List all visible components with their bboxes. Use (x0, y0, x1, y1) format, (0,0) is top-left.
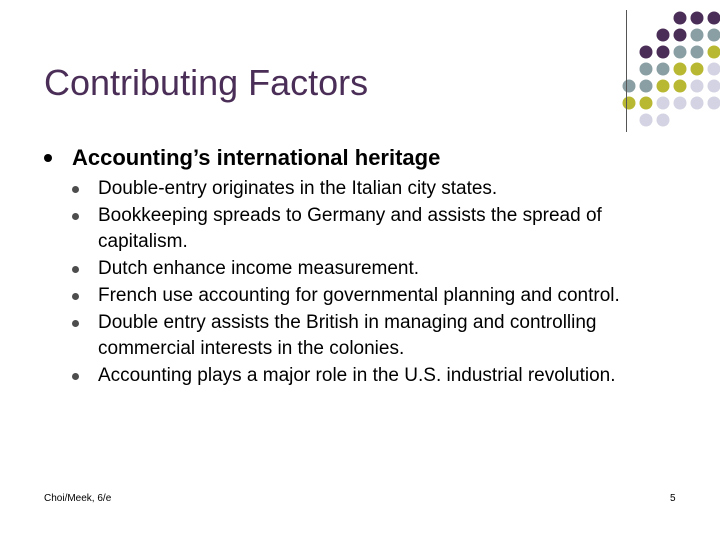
list-item (72, 203, 692, 255)
bullet-icon (44, 154, 52, 162)
decorative-dot (708, 29, 720, 42)
bullet-icon (72, 373, 79, 380)
decorative-dot (708, 80, 720, 93)
decorative-dot (640, 46, 653, 59)
list-item (72, 310, 692, 362)
decorative-dot (657, 97, 670, 110)
list-item-text: Bookkeeping spreads to Germany and assists the spread of capitalism. (98, 205, 602, 252)
decorative-dot (657, 114, 670, 127)
decorative-dot (640, 80, 653, 93)
decorative-dot (623, 80, 636, 93)
sub-bullet-list (72, 176, 692, 390)
bullet-icon (72, 213, 79, 220)
decorative-dot (674, 12, 687, 25)
decorative-dot (657, 29, 670, 42)
list-item-text: Double-entry originates in the Italian city states. (98, 178, 498, 199)
list-item-text: Double entry assists the British in managing and controlling commercial interests in the colonies. (98, 312, 597, 359)
list-item (72, 363, 692, 389)
decorative-dot (657, 80, 670, 93)
decorative-dot (657, 63, 670, 76)
decorative-dot (691, 63, 704, 76)
decorative-dot (691, 29, 704, 42)
decorative-dot (708, 63, 720, 76)
decorative-dot (674, 46, 687, 59)
footer-citation: Choi/Meek, 6/e (44, 493, 112, 504)
bullet-icon (72, 320, 79, 327)
decorative-dot (623, 97, 636, 110)
decorative-dot (640, 97, 653, 110)
list-item (72, 283, 692, 309)
decorative-dot (708, 46, 720, 59)
list-item (72, 256, 692, 282)
decorative-dot (691, 97, 704, 110)
main-bullet-text: Accounting’s international heritage (72, 145, 441, 170)
decorative-dot (708, 97, 720, 110)
decorative-dot (640, 63, 653, 76)
decorative-dot (674, 97, 687, 110)
slide-title: Contributing Factors (44, 62, 369, 103)
main-bullet (44, 145, 440, 171)
decorative-dot (657, 46, 670, 59)
decorative-dot (674, 80, 687, 93)
bullet-icon (72, 266, 79, 273)
decorative-dot (640, 114, 653, 127)
list-item-text: Dutch enhance income measurement. (98, 258, 420, 279)
list-item (72, 176, 692, 202)
decorative-dot (674, 63, 687, 76)
bullet-icon (72, 186, 79, 193)
decorative-vertical-line (626, 10, 627, 132)
list-item-text: French use accounting for governmental planning and control. (98, 285, 620, 306)
decorative-dot (691, 12, 704, 25)
decorative-dot (691, 80, 704, 93)
bullet-icon (72, 293, 79, 300)
list-item-text: Accounting plays a major role in the U.S. industrial revolution. (98, 365, 616, 386)
decorative-dot (674, 29, 687, 42)
decorative-dot (691, 46, 704, 59)
decorative-dot (708, 12, 720, 25)
page-number: 5 (670, 493, 676, 504)
